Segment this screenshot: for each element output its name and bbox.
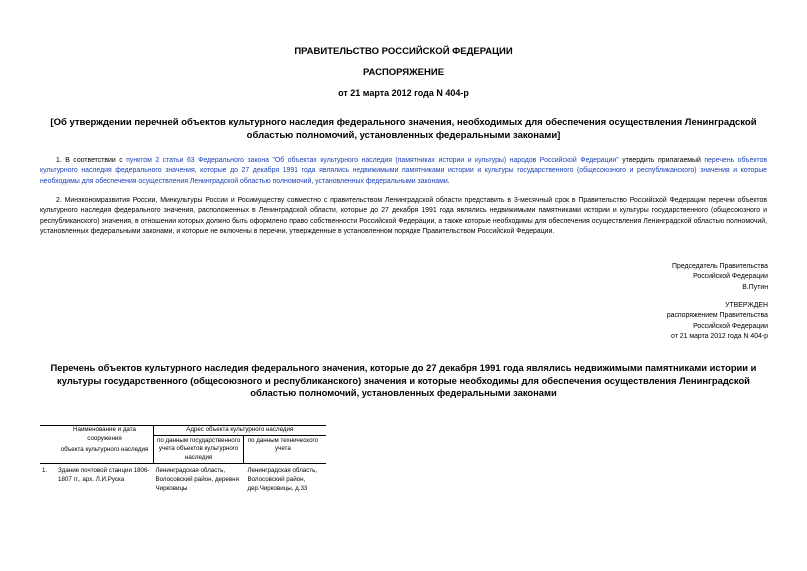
document-date-number: от 21 марта 2012 года N 404-р: [338, 88, 469, 98]
approval-date: от 21 марта 2012 года N 404-р: [671, 332, 768, 340]
header-address-label: Адрес объекта культурного наследия: [154, 426, 326, 436]
header-name-line2: объекта культурного наследия: [60, 446, 149, 454]
paragraph-1-suffix: .: [447, 177, 450, 185]
header-name-cell: [56, 426, 154, 464]
paragraph-1-middle: утвердить прилагаемый: [618, 157, 705, 164]
approval-by: распоряжением Правительства: [666, 312, 768, 320]
authority-heading: ПРАВИТЕЛЬСТВО РОССИЙСКОЙ ФЕДЕРАЦИИ: [294, 46, 513, 57]
approval-stamp: УТВЕРЖДЕН: [725, 302, 768, 309]
objects-table: [40, 425, 326, 493]
law-link[interactable]: пунктом 2 статьи 63 Федерального закона "Об объектах культурного наследия (памятниках истории и культуры) народов Российской Федерации": [126, 157, 619, 164]
row-num: 1.: [40, 464, 56, 493]
document-type: РАСПОРЯЖЕНИЕ: [362, 67, 445, 78]
paragraph-1-prefix: 1. В соответствии с: [56, 157, 127, 164]
header-addr-state: по данным государственного учета объектов культурного наследия: [157, 436, 241, 461]
signature-position: Председатель Правительства: [672, 263, 768, 270]
header-num-cell: [40, 426, 56, 464]
row-name: Здание почтовой станции 1806-1807 гг., арх. Л.И.Руска: [56, 464, 154, 493]
header-name-line1: Наименование и дата сооружения: [73, 426, 136, 442]
header-address-cell: [154, 426, 326, 464]
row-addr-tech: Ленинградская область, Волосовский район, дер.Чирковицы, д.33: [246, 464, 326, 493]
signature-country: Российской Федерации: [693, 273, 768, 281]
document-title: [Об утверждении перечней объектов культурного наследия федерального значения, необходимых для обеспечения осуществления Ленинградской областью полномочий, установленных федеральными законами]: [50, 117, 757, 141]
header-addr-tech: по данным технического учета: [244, 436, 322, 464]
paragraph-1: [40, 156, 767, 187]
list-link[interactable]: перечень объектов культурного наследия федерального значения, которые до 27 декабря 1991 года являлись недвижимыми памятниками истории и культуры государственного (общесоюзного и республиканского) значения и которые необходимы для обеспечения осуществления Ленинградской областью полномочий, установленных федеральными законами: [40, 157, 767, 185]
list-title: Перечень объектов культурного наследия федерального значения, которые до 27 декабря 1991 года являлись недвижимыми памятниками истории и культуры государственного (общесоюзного и республиканского) значения и которые необходимы для обеспечения осуществления Ленинградской областью полномочий, установленных федеральными законами: [50, 362, 757, 398]
signature-name: В.Путин: [742, 283, 768, 291]
signature-block: [672, 262, 768, 293]
paragraph-2: 2. Минэкономразвития России, Минкультуры России и Росимуществу совместно с правительством Ленинградской области представить в 3-месячный срок в Правительство Российской Федерации перечни объектов культурного наследия федерального значения, расположенных в Ленинградской области, которые до 27 декабря 1991 года являлись недвижимыми памятниками истории и культуры государственного (общесоюзного и республиканского) значения, в отношении которых должно быть оформлено право собственности Российской Федерации, а также которые необходимы для обеспечения осуществления Ленинградской областью полномочий, установленных федеральными законами, и которые не включены в перечни, утвержденные в установленном порядке Правительством Российской Федерации.: [40, 197, 767, 235]
approval-country: Российской Федерации: [693, 322, 768, 330]
approval-block: [667, 301, 768, 342]
row-addr-state: Ленинградская область, Волосовский район, деревня Чирковицы: [154, 464, 246, 493]
